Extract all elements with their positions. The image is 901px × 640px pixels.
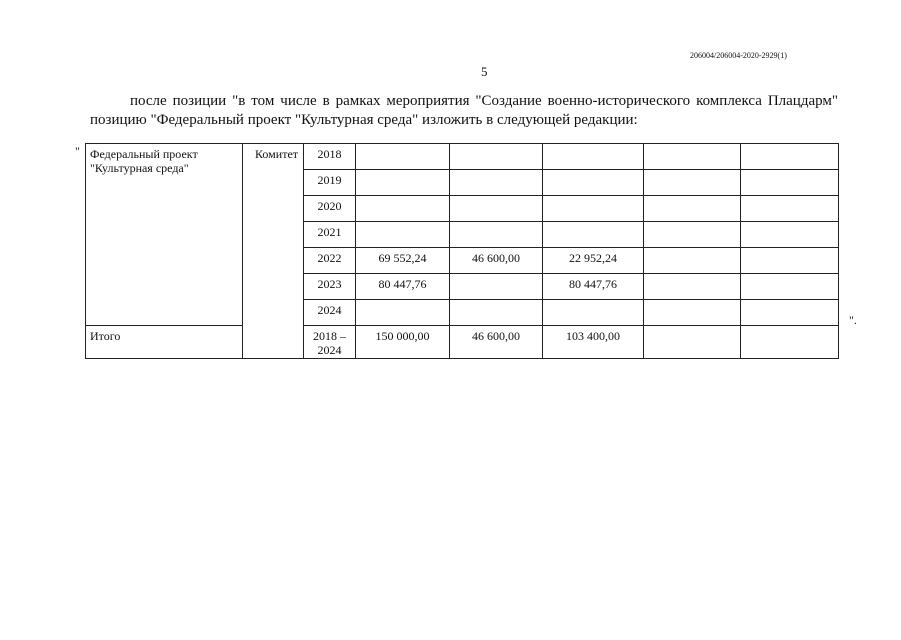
value-cell bbox=[450, 170, 543, 196]
total-value-cell bbox=[741, 326, 839, 359]
value-cell: 69 552,24 bbox=[356, 248, 450, 274]
value-cell bbox=[450, 222, 543, 248]
page-number: 5 bbox=[481, 64, 488, 79]
value-cell bbox=[644, 248, 741, 274]
total-value-cell: 103 400,00 bbox=[543, 326, 644, 359]
value-cell bbox=[741, 170, 839, 196]
value-cell bbox=[741, 222, 839, 248]
total-label-cell: Итого bbox=[86, 326, 243, 359]
total-value-cell: 150 000,00 bbox=[356, 326, 450, 359]
value-cell bbox=[543, 300, 644, 326]
value-cell bbox=[356, 300, 450, 326]
value-cell bbox=[356, 144, 450, 170]
value-cell bbox=[356, 222, 450, 248]
executor-cell: Комитет bbox=[243, 144, 304, 359]
value-cell bbox=[741, 274, 839, 300]
value-cell bbox=[450, 274, 543, 300]
value-cell bbox=[644, 144, 741, 170]
value-cell: 22 952,24 bbox=[543, 248, 644, 274]
value-cell bbox=[644, 196, 741, 222]
value-cell bbox=[741, 144, 839, 170]
value-cell bbox=[356, 170, 450, 196]
year-cell: 2024 bbox=[304, 300, 356, 326]
value-cell bbox=[644, 274, 741, 300]
year-cell: 2018 bbox=[304, 144, 356, 170]
total-value-cell bbox=[644, 326, 741, 359]
budget-table bbox=[85, 143, 839, 359]
total-row bbox=[86, 326, 839, 359]
value-cell bbox=[644, 222, 741, 248]
closing-quote: ". bbox=[849, 313, 857, 327]
value-cell bbox=[450, 196, 543, 222]
value-cell bbox=[644, 300, 741, 326]
opening-quote: " bbox=[75, 144, 80, 158]
year-cell: 2020 bbox=[304, 196, 356, 222]
value-cell bbox=[741, 248, 839, 274]
intro-paragraph bbox=[90, 92, 838, 130]
project-name-cell: Федеральный проект "Культурная среда" bbox=[86, 144, 243, 326]
value-cell bbox=[644, 170, 741, 196]
intro-line-1: после позиции "в том числе в рамках мероприятия "Создание военно-исторического комплекса Плацдарм" bbox=[130, 93, 838, 109]
value-cell bbox=[741, 300, 839, 326]
year-cell: 2022 bbox=[304, 248, 356, 274]
year-cell: 2021 bbox=[304, 222, 356, 248]
document-id: 206004/206004-2020-2929(1) bbox=[690, 51, 787, 60]
value-cell bbox=[450, 144, 543, 170]
year-cell: 2019 bbox=[304, 170, 356, 196]
value-cell bbox=[543, 196, 644, 222]
total-value-cell: 46 600,00 bbox=[450, 326, 543, 359]
value-cell bbox=[543, 144, 644, 170]
table-row bbox=[86, 144, 839, 170]
value-cell bbox=[450, 300, 543, 326]
total-years-cell: 2018 – 2024 bbox=[304, 326, 356, 359]
intro-line-2: позицию "Федеральный проект "Культурная среда" изложить в следующей редакции: bbox=[90, 112, 638, 128]
value-cell: 46 600,00 bbox=[450, 248, 543, 274]
value-cell bbox=[741, 196, 839, 222]
value-cell bbox=[356, 196, 450, 222]
value-cell bbox=[543, 170, 644, 196]
value-cell: 80 447,76 bbox=[543, 274, 644, 300]
value-cell: 80 447,76 bbox=[356, 274, 450, 300]
year-cell: 2023 bbox=[304, 274, 356, 300]
value-cell bbox=[543, 222, 644, 248]
